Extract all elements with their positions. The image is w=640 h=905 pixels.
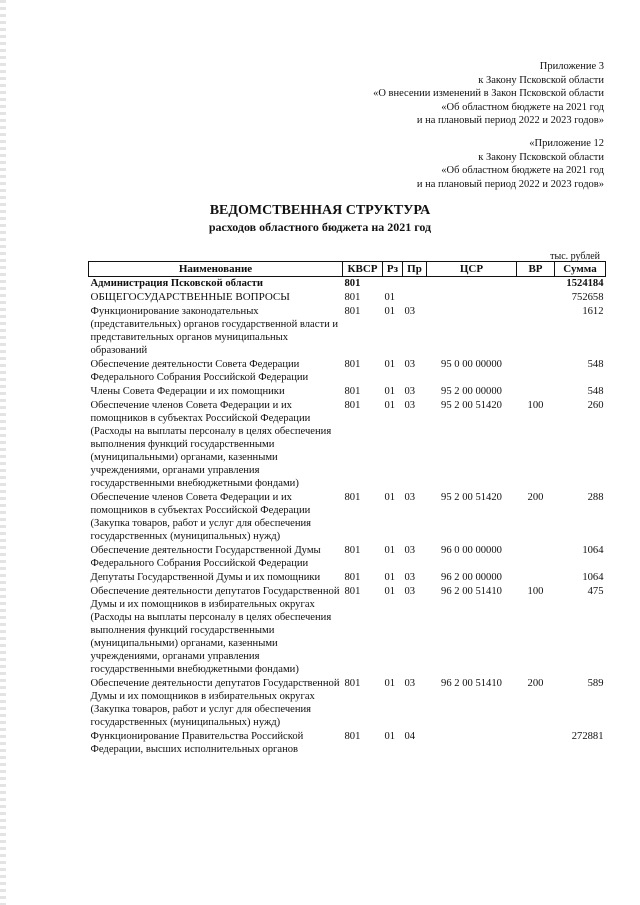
row-name: Администрация Псковской области: [90, 278, 263, 289]
row-rz: 01: [384, 572, 396, 583]
row-vr: [517, 730, 555, 757]
row-vr: 100: [527, 586, 544, 597]
row-kvsr: 801: [344, 545, 361, 556]
document-title: ВЕДОМСТВЕННАЯ СТРУКТУРА: [209, 203, 431, 218]
row-csr: [427, 277, 517, 292]
row-pr: [403, 291, 427, 305]
row-kvsr: 801: [344, 492, 361, 503]
table-row: [89, 358, 606, 385]
row-sum: 288: [587, 492, 604, 503]
row-vr: [517, 571, 555, 585]
row-kvsr: 801: [344, 292, 361, 303]
annex-line: «Об областном бюджете на 2021 год: [441, 165, 604, 176]
row-pr: 04: [404, 731, 416, 742]
row-vr: [517, 291, 555, 305]
row-sum: 1064: [582, 545, 604, 556]
row-rz: 01: [384, 586, 396, 597]
row-name: ОБЩЕГОСУДАРСТВЕННЫЕ ВОПРОСЫ: [90, 291, 290, 303]
row-rz: 01: [384, 292, 396, 303]
row-sum: 475: [587, 586, 604, 597]
row-csr: 96 2 00 00000: [441, 572, 502, 583]
table-header-row: [89, 262, 606, 277]
row-vr: [517, 385, 555, 399]
annex-line: к Закону Псковской области: [478, 74, 604, 86]
header-kvsr: КВСР: [343, 262, 383, 277]
row-csr: 96 2 00 51410: [441, 678, 502, 689]
row-name: Депутаты Государственной Думы и их помощники: [90, 572, 321, 583]
row-kvsr: 801: [344, 278, 361, 289]
header-rz: Рз: [383, 262, 403, 277]
table-row: [89, 305, 606, 358]
table-row: [89, 677, 606, 730]
row-csr: 95 2 00 00000: [441, 386, 502, 397]
row-sum: 1612: [582, 306, 604, 317]
row-kvsr: 801: [344, 586, 361, 597]
row-rz: 01: [384, 386, 396, 397]
row-name: Члены Совета Федерации и их помощники: [90, 386, 285, 397]
annex-line: «О внесении изменений в Закон Псковской области: [373, 88, 604, 99]
row-pr: 03: [404, 678, 416, 689]
row-pr: 03: [404, 572, 416, 583]
row-kvsr: 801: [344, 306, 361, 317]
row-pr: 03: [404, 545, 416, 556]
row-sum: 1524184: [566, 278, 604, 289]
row-rz: 01: [384, 492, 396, 503]
header-name: Наименование: [89, 262, 343, 277]
row-rz: [383, 277, 403, 292]
row-csr: [427, 291, 517, 305]
table-row: [89, 291, 606, 305]
row-pr: 03: [404, 400, 416, 411]
row-pr: [403, 277, 427, 292]
document-subtitle: расходов областного бюджета на 2021 год: [208, 220, 432, 234]
row-sum: 1064: [582, 572, 604, 583]
row-name: Обеспечение членов Совета Федерации и их помощников в субъектах Российской Федерации (Закупка товаров, работ и услуг для обеспечения государственных (муниципальных) нужд): [90, 492, 312, 542]
annex-3-header: [373, 60, 604, 128]
row-vr: 200: [527, 492, 544, 503]
header-sum: Сумма: [555, 262, 606, 277]
table-row: [89, 730, 606, 757]
row-name: Функционирование Правительства Российской Федерации, высших исполнительных органов: [90, 731, 304, 755]
row-sum: 752658: [571, 292, 604, 303]
row-vr: 100: [527, 400, 544, 411]
annex-line: «Об областном бюджете на 2021 год: [441, 101, 604, 113]
row-pr: 03: [404, 306, 416, 317]
annex-line: «Приложение 12: [529, 138, 604, 149]
annex-line: и на плановый период 2022 и 2023 годов»: [416, 115, 604, 126]
annex-line: Приложение 3: [539, 61, 604, 72]
row-name: Функционирование законодательных (представительных) органов государственной власти и представительных органов муниципальных образований: [90, 306, 339, 356]
row-rz: 01: [384, 678, 396, 689]
row-name: Обеспечение членов Совета Федерации и их помощников в субъектах Российской Федерации (Расходы на выплаты персоналу в целях обеспечения выполнения функций государственными (муниципальными) органами, казенными учреждениями, органами управления государственными внебюджетными фондами): [90, 400, 332, 489]
row-pr: 03: [404, 586, 416, 597]
row-name: Обеспечение деятельности депутатов Государственной Думы и их помощников в избирательных округах (Закупка товаров, работ и услуг для обеспечения государственных (муниципальных) нужд): [90, 678, 340, 728]
row-kvsr: 801: [344, 572, 361, 583]
table-row: [89, 399, 606, 491]
row-sum: 272881: [571, 731, 604, 742]
row-name: Обеспечение деятельности депутатов Государственной Думы и их помощников в избирательных округах (Расходы на выплаты персоналу в целях обеспечения выполнения функций государственными (муниципальными) органами, казенными учреждениями, органами управления государственными внебюджетными фондами): [90, 586, 340, 675]
row-vr: [517, 358, 555, 385]
header-pr: Пр: [403, 262, 427, 277]
row-rz: 01: [384, 359, 396, 370]
header-vr: ВР: [517, 262, 555, 277]
row-sum: 260: [587, 400, 604, 411]
row-kvsr: 801: [344, 400, 361, 411]
row-vr: [517, 277, 555, 292]
row-csr: 95 2 00 51420: [441, 492, 502, 503]
row-sum: 548: [587, 386, 604, 397]
annex-line: к Закону Псковской области: [478, 151, 604, 163]
table-row: [89, 385, 606, 399]
row-rz: 01: [384, 731, 396, 742]
row-kvsr: 801: [344, 386, 361, 397]
row-pr: 03: [404, 386, 416, 397]
table-row: [89, 544, 606, 571]
row-rz: 01: [384, 545, 396, 556]
row-csr: 96 2 00 51410: [441, 586, 502, 597]
row-csr: 95 2 00 51420: [441, 400, 502, 411]
units-label: тыс. рублей: [550, 251, 600, 262]
table-row: [89, 585, 606, 677]
table-row: [89, 491, 606, 544]
row-vr: [517, 305, 555, 358]
row-name: Обеспечение деятельности Государственной Думы Федерального Собрания Российской Федерации: [90, 545, 321, 569]
row-kvsr: 801: [344, 678, 361, 689]
table-row: [89, 571, 606, 585]
annex-12-header: [417, 137, 604, 191]
row-sum: 548: [587, 359, 604, 370]
row-pr: 03: [404, 359, 416, 370]
row-rz: 01: [384, 400, 396, 411]
row-csr: 96 0 00 00000: [441, 545, 502, 556]
row-pr: 03: [404, 492, 416, 503]
row-vr: 200: [527, 678, 544, 689]
row-sum: 589: [587, 678, 604, 689]
row-vr: [517, 544, 555, 571]
row-rz: 01: [384, 306, 396, 317]
row-csr: [427, 730, 517, 757]
row-kvsr: 801: [344, 359, 361, 370]
annex-line: и на плановый период 2022 и 2023 годов»: [416, 178, 604, 190]
budget-table: [88, 261, 606, 757]
row-name: Обеспечение деятельности Совета Федерации Федерального Собрания Российской Федерации: [90, 359, 309, 383]
row-kvsr: 801: [344, 731, 361, 742]
table-body: [89, 277, 606, 758]
scan-edge: [0, 0, 6, 905]
row-csr: [427, 305, 517, 358]
table-row: [89, 277, 606, 292]
header-csr: ЦСР: [427, 262, 517, 277]
row-csr: 95 0 00 00000: [441, 359, 502, 370]
